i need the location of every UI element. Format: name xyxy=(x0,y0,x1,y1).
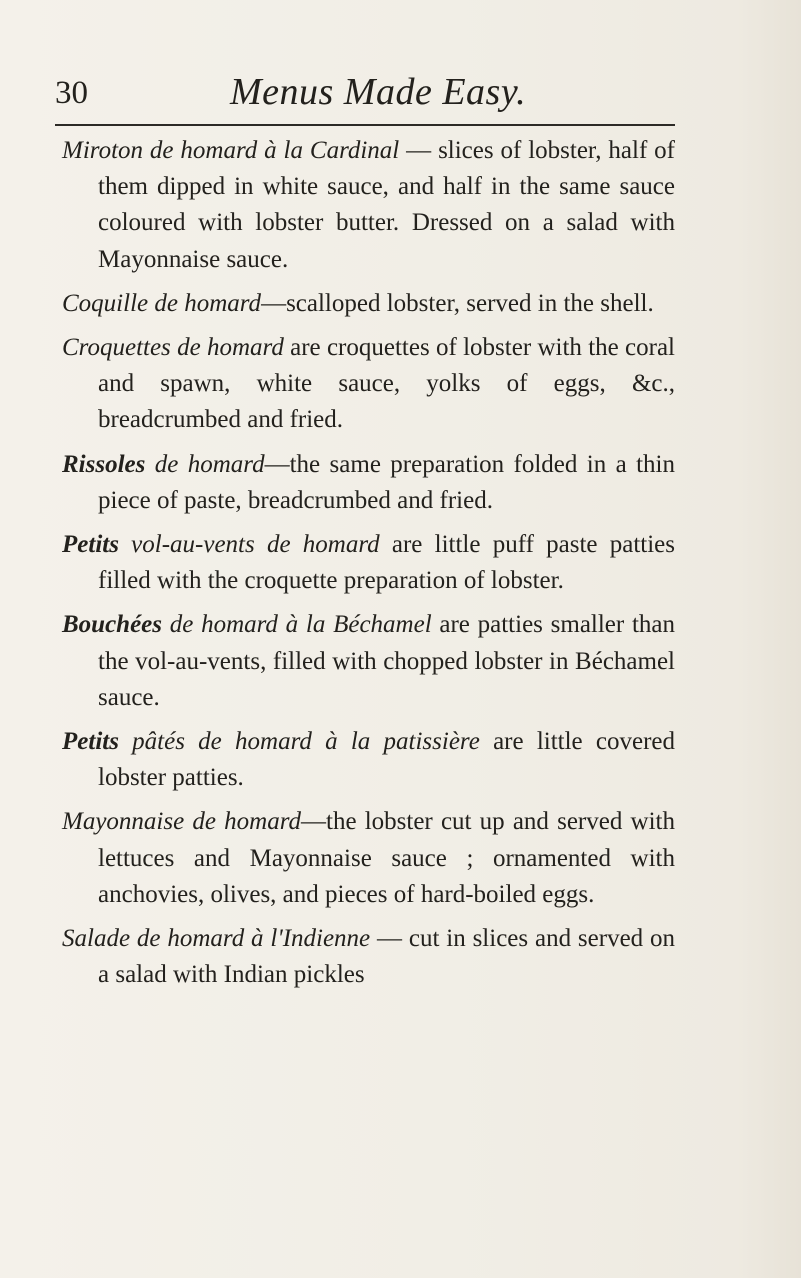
entry-description: are patties smaller than the vol-au-vents, filled with chopped lobster in Béchamel sauce. xyxy=(98,611,676,711)
running-head xyxy=(55,66,675,126)
entry-description: cut in slices and served on a salad with Indian pickles xyxy=(98,925,676,989)
entry-description: the same preparation folded in a thin piece of paste, breadcrumbed and fried. xyxy=(98,450,676,514)
entry-term: pâtés de homard à la patissière xyxy=(118,728,480,756)
entry-description: scalloped lobster, served in the shell. xyxy=(286,289,654,317)
entry-petits-pates xyxy=(62,724,675,796)
menu-entries xyxy=(62,133,675,1001)
entry-description: are little covered lobster patties. xyxy=(98,728,675,792)
entry-description: are little puff paste patties filled with the croquette preparation of lobster. xyxy=(98,531,675,595)
entry-term: Croquettes de homard xyxy=(62,334,284,362)
running-title: Menus Made Easy. xyxy=(230,71,527,113)
entry-term: Salade de homard à l'Indienne xyxy=(62,925,371,953)
entry-coquille xyxy=(62,286,675,322)
entry-separator: — xyxy=(264,450,290,478)
entry-croquettes xyxy=(62,330,675,439)
entry-term: de homard xyxy=(145,450,265,478)
entry-separator: — xyxy=(399,137,439,164)
entry-vol-au-vents xyxy=(62,527,675,599)
entry-term: Miroton de homard à la Cardinal xyxy=(62,137,400,164)
entry-first-word: Bouchées xyxy=(62,611,162,639)
entry-rissoles xyxy=(62,447,675,519)
entry-separator: — xyxy=(261,289,287,317)
entry-first-word: Rissoles xyxy=(62,450,146,478)
entry-term: Coquille de homard xyxy=(62,289,262,317)
entry-salade xyxy=(62,921,675,993)
entry-description: the lobster cut up and served with lettuces and Mayonnaise sauce ; ornamented with anchovies, olives, and pieces of hard-boiled eggs. xyxy=(98,808,675,908)
entry-separator: — xyxy=(370,925,409,953)
entry-separator xyxy=(380,531,392,558)
entry-term: Mayonnaise de homard xyxy=(62,808,301,836)
entry-first-word: Petits xyxy=(62,728,119,756)
entry-separator: — xyxy=(301,808,326,836)
entry-term: vol-au-vents de homard xyxy=(118,531,380,559)
entry-term: de homard à la Béchamel xyxy=(162,611,432,639)
page-number: 30 xyxy=(55,75,88,111)
entry-description: are croquettes of lobster with the coral and spawn, white sauce, yolks of eggs, &c., breadcrumbed and fried. xyxy=(98,334,675,434)
entry-separator xyxy=(480,728,493,755)
entry-description: slices of lobster, half of them dipped in white sauce, and half in the same sauce coloured with lobster butter. Dressed on a salad with Mayonnaise sauce. xyxy=(98,137,675,273)
entry-first-word: Petits xyxy=(62,531,119,559)
entry-miroton xyxy=(62,133,675,278)
entry-bouchees xyxy=(62,607,675,716)
entry-mayonnaise xyxy=(62,804,675,913)
